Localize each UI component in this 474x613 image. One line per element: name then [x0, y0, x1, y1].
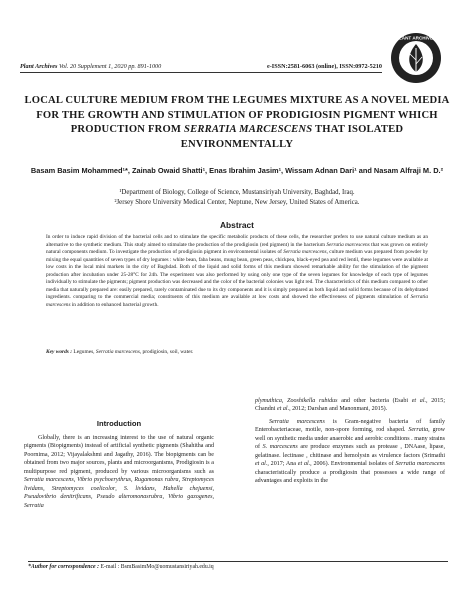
affiliation-1: ¹Department of Biology, College of Science, Mustansiriyah University, Baghdad, Iraq. — [119, 189, 355, 196]
keywords-text: Legumes, Serratia marcescens, prodigiosin, soil, water. — [73, 349, 194, 355]
journal-citation — [20, 63, 161, 70]
abstract-body: In order to induce rapid division of the bacterial cells and to stimulate the specific metabolic products of these cells, the researcher prefers to use natural culture medium as an alternative to the synthetic medium. This study aimed to stimulate the production of the prodigiosin (red pigment) in the bacterium Serratia marcescens that was grown on entirely natural components medium. To investigate the production of prodigiosin pigment in environmental isolates of Serratia marcescens, culture medium was prepared from powder by mixing the equal quantities of seven types of dry legumes : white bean, faba beans, mung bean, green peas, chickpea, black-eyed pea and red lentil, these legumes were available at low costs in the local mini markets in the city of Baghdad. Both of the liquid and solid forms of this medium showed remarkable ability for the stimulation of the pigment production after incubation under 25-28°C for 24h. The experiment was also performed by using only one type of the seven legumes for knowledge of each type of legumes individually to stimulate the pigments; pigment production was decreased and the color of the bacterial colonies was light red. The characteristics of this medium compared to other media that naturally prepared are: easily prepared, rarely contaminated due to its dry components and it is simply prepared as both liquid and solid forms because of its dehydrated ingredients. comparing to the commercial media; constituents of this medium are available at low costs and showed the effectiveness of pigments stimulation of Serratia marcescens in addition to enhanced bacterial growth. — [46, 234, 429, 308]
keywords-line — [46, 349, 428, 355]
abstract-heading: Abstract — [220, 220, 254, 230]
logo-text: PLANT ARCHIVES — [395, 35, 437, 41]
journal-name: Plant Archives — [20, 63, 58, 70]
left-paragraph-1: Globally, there is an increasing interest to the use of natural organic pigments (Biopigments) instead of artificial synthetic pigments (Shahitha and Poornima, 2012; Vijayalakshmi and Jagathy, 2016). The biopigments can be obtained from two major sources, plants and microorganisms, Prodigiosin is a multipurpose red pigment, produced by various microorganisms such as Serratia marcescens, Vibrio psychoerythrus, Rugamonas rubra, Streptomyces lividans, Streptomyces coelicolor, S. lividans, Hahella chejuensi, Pseudovibrio denitrificans, Pseudo alteromonasrubra, Vibrio gazogenes, Serratia — [24, 435, 215, 509]
left-column — [24, 434, 214, 514]
author-list: Basam Basim Mohammed¹*, Zainab Owaid Shatti¹, Enas Ibrahim Jasim¹, Wissam Adnan Dari¹ and Nasam Alfraji M. D.² — [30, 166, 444, 175]
right-column — [255, 397, 445, 490]
introduction-heading: Introduction — [96, 419, 142, 428]
correspondence-email: E-mail : BsmBasimMo@uomustansiriyah.edu.iq — [100, 564, 214, 570]
right-paragraph-2: Serratia marcescens is Gram-negative bacteria of family Enterobacteriaceae, motile, non-spore forming, rod shaped. Serratia, grow well on synthetic media under anaerobic and aerobic conditions . many strains of S. marcescens are produce enzymes such as protease , DNAase, lipase, gelatinase. lectinase , chitinase and hemolysin as virulence factors (Srimathi et al., 2017; Ana et al., 2006). Environmental isolates of Serratia marcescens characteristically produce a prodigiosin that possesses a wide range of advantages and exploits in the — [255, 418, 445, 485]
affiliations — [30, 188, 444, 207]
keywords-label: Key words : — [46, 349, 73, 355]
journal-logo-icon — [390, 32, 442, 84]
journal-issn: e-ISSN:2581-6063 (online), ISSN:0972-5210 — [267, 63, 382, 70]
correspondence-footer — [28, 561, 448, 570]
journal-header — [20, 63, 382, 73]
correspondence-label: *Author for correspondence : — [28, 564, 100, 570]
journal-issue: Vol. 20 Supplement 1, 2020 pp. 891-1000 — [58, 63, 162, 70]
paper-title: LOCAL CULTURE MEDIUM FROM THE LEGUMES MIXTURE AS A NOVEL MEDIA FOR THE GROWTH AND STIMULATION OF PRODIGIOSIN PIGMENT WHICH PRODUCTION FROM SERRATIA MARCESCENS THAT ISOLATED ENVIRONMENTALLY — [24, 95, 450, 150]
affiliation-2: ²Jersey Shore University Medical Center, Neptune, New Jersey, United States of America. — [114, 198, 360, 206]
right-paragraph-1: plymuthica, Zooshikella rubidus and other bacteria (Esabi et al., 2015; Chandni et al., 2012; Darshan and Manonmani, 2015). — [255, 398, 445, 413]
